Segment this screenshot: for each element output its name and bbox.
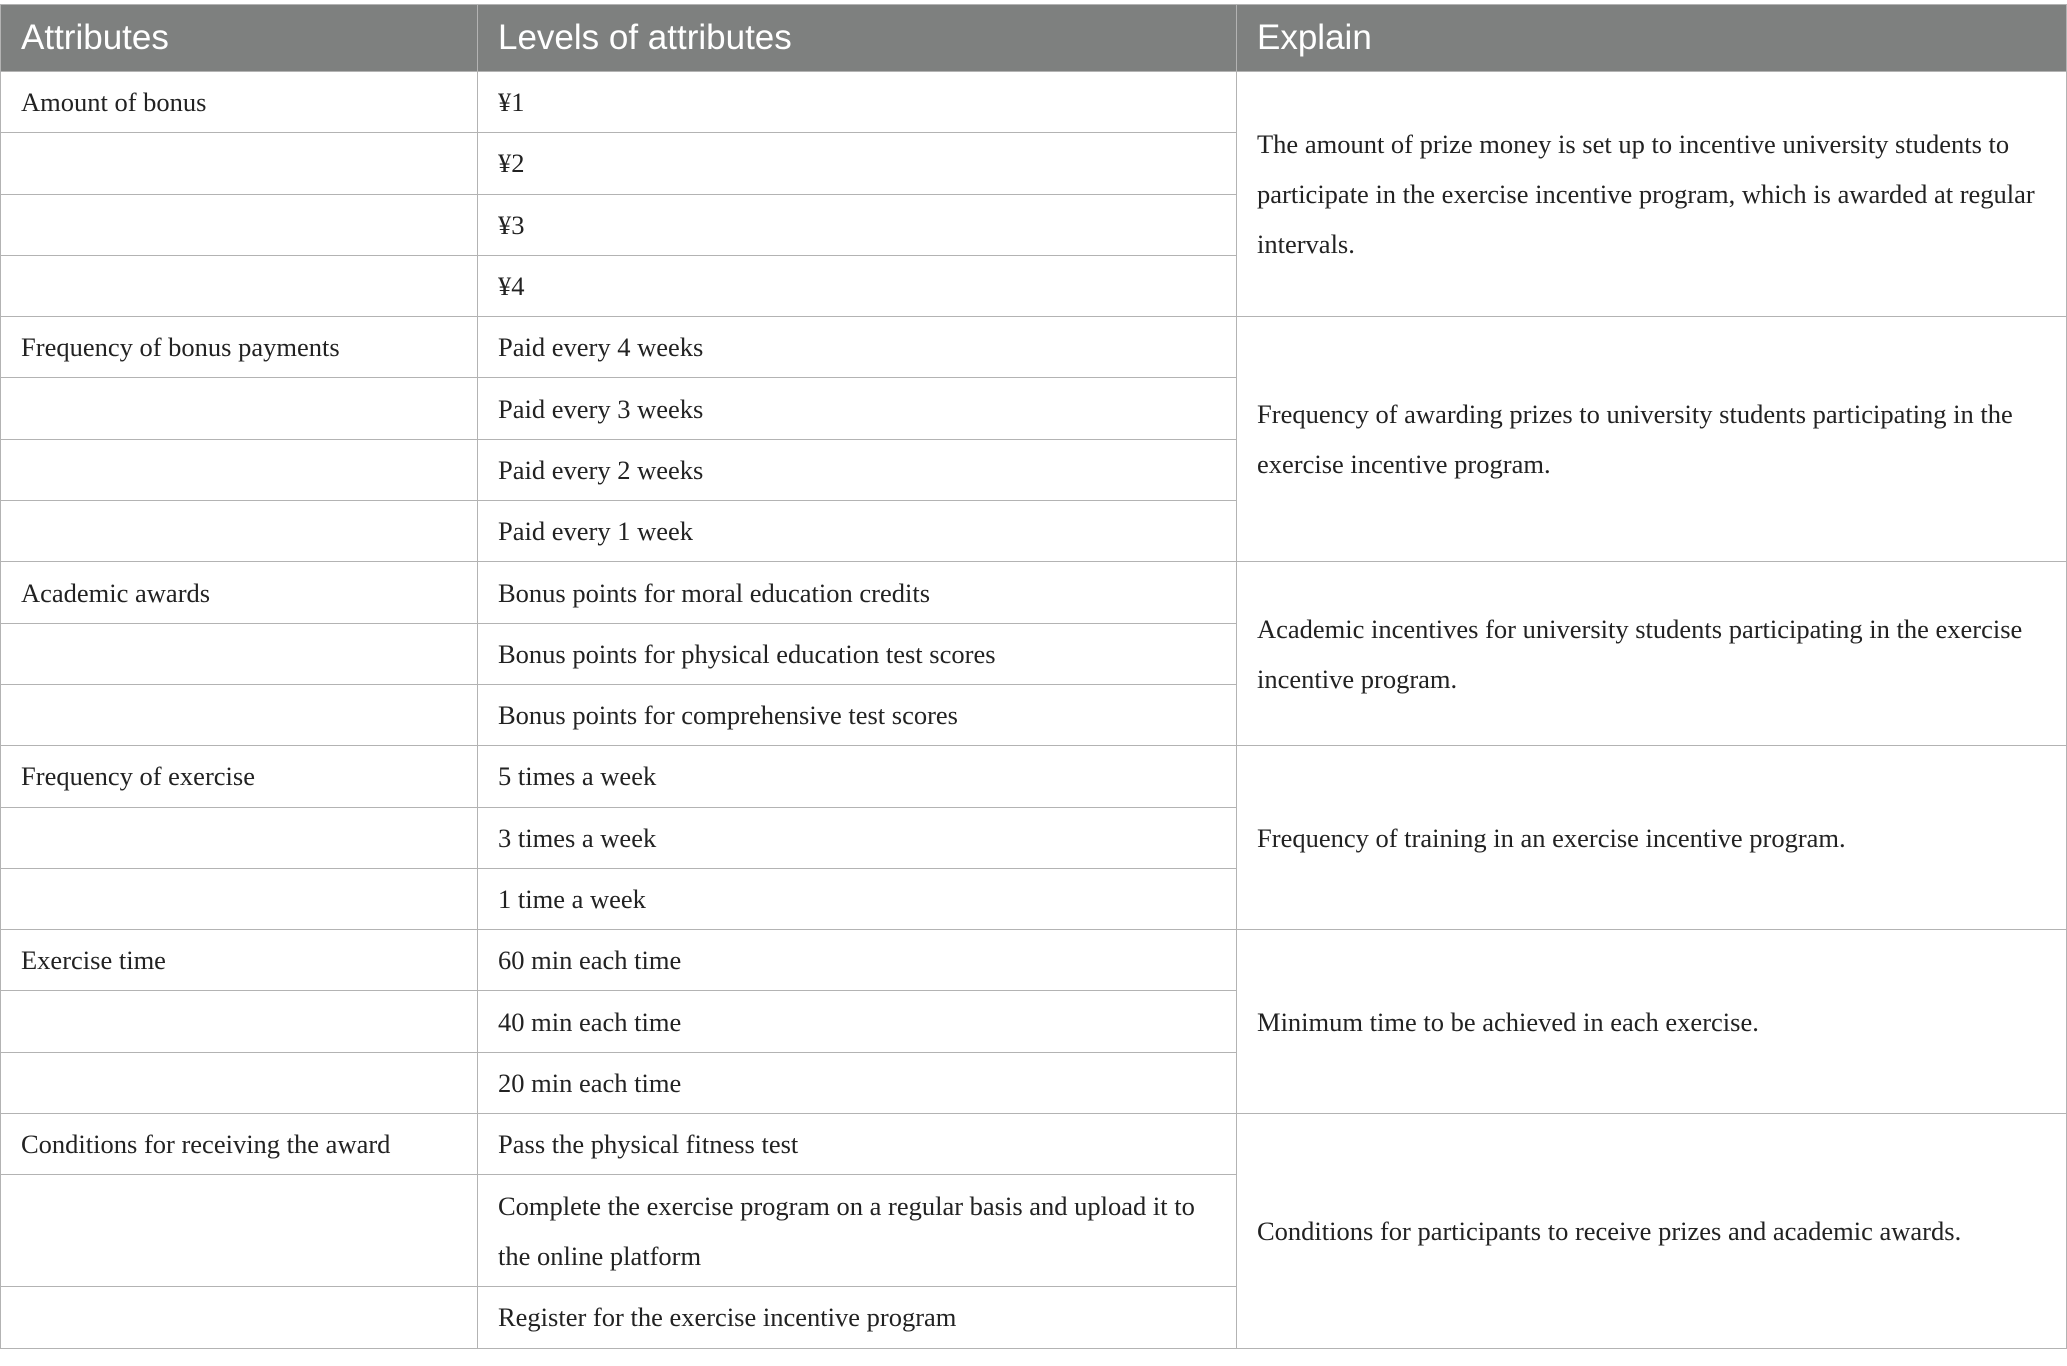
attribute-cell: Amount of bonus xyxy=(1,72,478,133)
attribute-cell-empty xyxy=(1,378,478,439)
table-row xyxy=(1,746,2067,807)
explain-cell: Academic incentives for university students participating in the exercise incentive program. xyxy=(1237,562,2067,746)
level-cell: Bonus points for physical education test scores xyxy=(478,623,1237,684)
header-attributes: Attributes xyxy=(1,5,478,72)
attribute-cell: Frequency of exercise xyxy=(1,746,478,807)
explain-cell: Conditions for participants to receive prizes and academic awards. xyxy=(1237,1114,2067,1349)
level-cell: ¥1 xyxy=(478,72,1237,133)
level-cell: Pass the physical fitness test xyxy=(478,1114,1237,1175)
level-cell: 5 times a week xyxy=(478,746,1237,807)
attribute-cell-empty xyxy=(1,1287,478,1348)
attribute-cell-empty xyxy=(1,1052,478,1113)
table-header xyxy=(1,5,2067,72)
attribute-cell-empty xyxy=(1,623,478,684)
attribute-cell-empty xyxy=(1,501,478,562)
attribute-cell-empty xyxy=(1,255,478,316)
table-body xyxy=(1,72,2067,1349)
explain-cell: Minimum time to be achieved in each exercise. xyxy=(1237,930,2067,1114)
level-cell: Complete the exercise program on a regular basis and upload it to the online platform xyxy=(478,1175,1237,1287)
header-row xyxy=(1,5,2067,72)
level-cell: Paid every 4 weeks xyxy=(478,317,1237,378)
table-row xyxy=(1,317,2067,378)
level-cell: Bonus points for comprehensive test scores xyxy=(478,684,1237,745)
table-row xyxy=(1,930,2067,991)
explain-cell: Frequency of training in an exercise incentive program. xyxy=(1237,746,2067,930)
table-row xyxy=(1,72,2067,133)
level-cell: 20 min each time xyxy=(478,1052,1237,1113)
header-levels: Levels of attributes xyxy=(478,5,1237,72)
attribute-cell-empty xyxy=(1,133,478,194)
attributes-table xyxy=(0,4,2067,1349)
attribute-cell: Exercise time xyxy=(1,930,478,991)
level-cell: Paid every 1 week xyxy=(478,501,1237,562)
table-row xyxy=(1,1114,2067,1175)
attribute-cell-empty xyxy=(1,194,478,255)
attribute-cell: Frequency of bonus payments xyxy=(1,317,478,378)
level-cell: Paid every 2 weeks xyxy=(478,439,1237,500)
level-cell: ¥3 xyxy=(478,194,1237,255)
level-cell: 40 min each time xyxy=(478,991,1237,1052)
attribute-cell-empty xyxy=(1,868,478,929)
attribute-cell-empty xyxy=(1,684,478,745)
header-explain: Explain xyxy=(1237,5,2067,72)
level-cell: ¥4 xyxy=(478,255,1237,316)
level-cell: 1 time a week xyxy=(478,868,1237,929)
explain-cell: The amount of prize money is set up to incentive university students to participate in the exercise incentive program, which is awarded at regular intervals. xyxy=(1237,72,2067,317)
attribute-cell: Academic awards xyxy=(1,562,478,623)
explain-cell: Frequency of awarding prizes to university students participating in the exercise incentive program. xyxy=(1237,317,2067,562)
level-cell: ¥2 xyxy=(478,133,1237,194)
level-cell: Bonus points for moral education credits xyxy=(478,562,1237,623)
attribute-cell-empty xyxy=(1,439,478,500)
level-cell: Paid every 3 weeks xyxy=(478,378,1237,439)
level-cell: 3 times a week xyxy=(478,807,1237,868)
level-cell: 60 min each time xyxy=(478,930,1237,991)
table-row xyxy=(1,562,2067,623)
attribute-cell-empty xyxy=(1,807,478,868)
attribute-cell-empty xyxy=(1,1175,478,1287)
attribute-cell-empty xyxy=(1,991,478,1052)
attribute-cell: Conditions for receiving the award xyxy=(1,1114,478,1175)
level-cell: Register for the exercise incentive program xyxy=(478,1287,1237,1348)
